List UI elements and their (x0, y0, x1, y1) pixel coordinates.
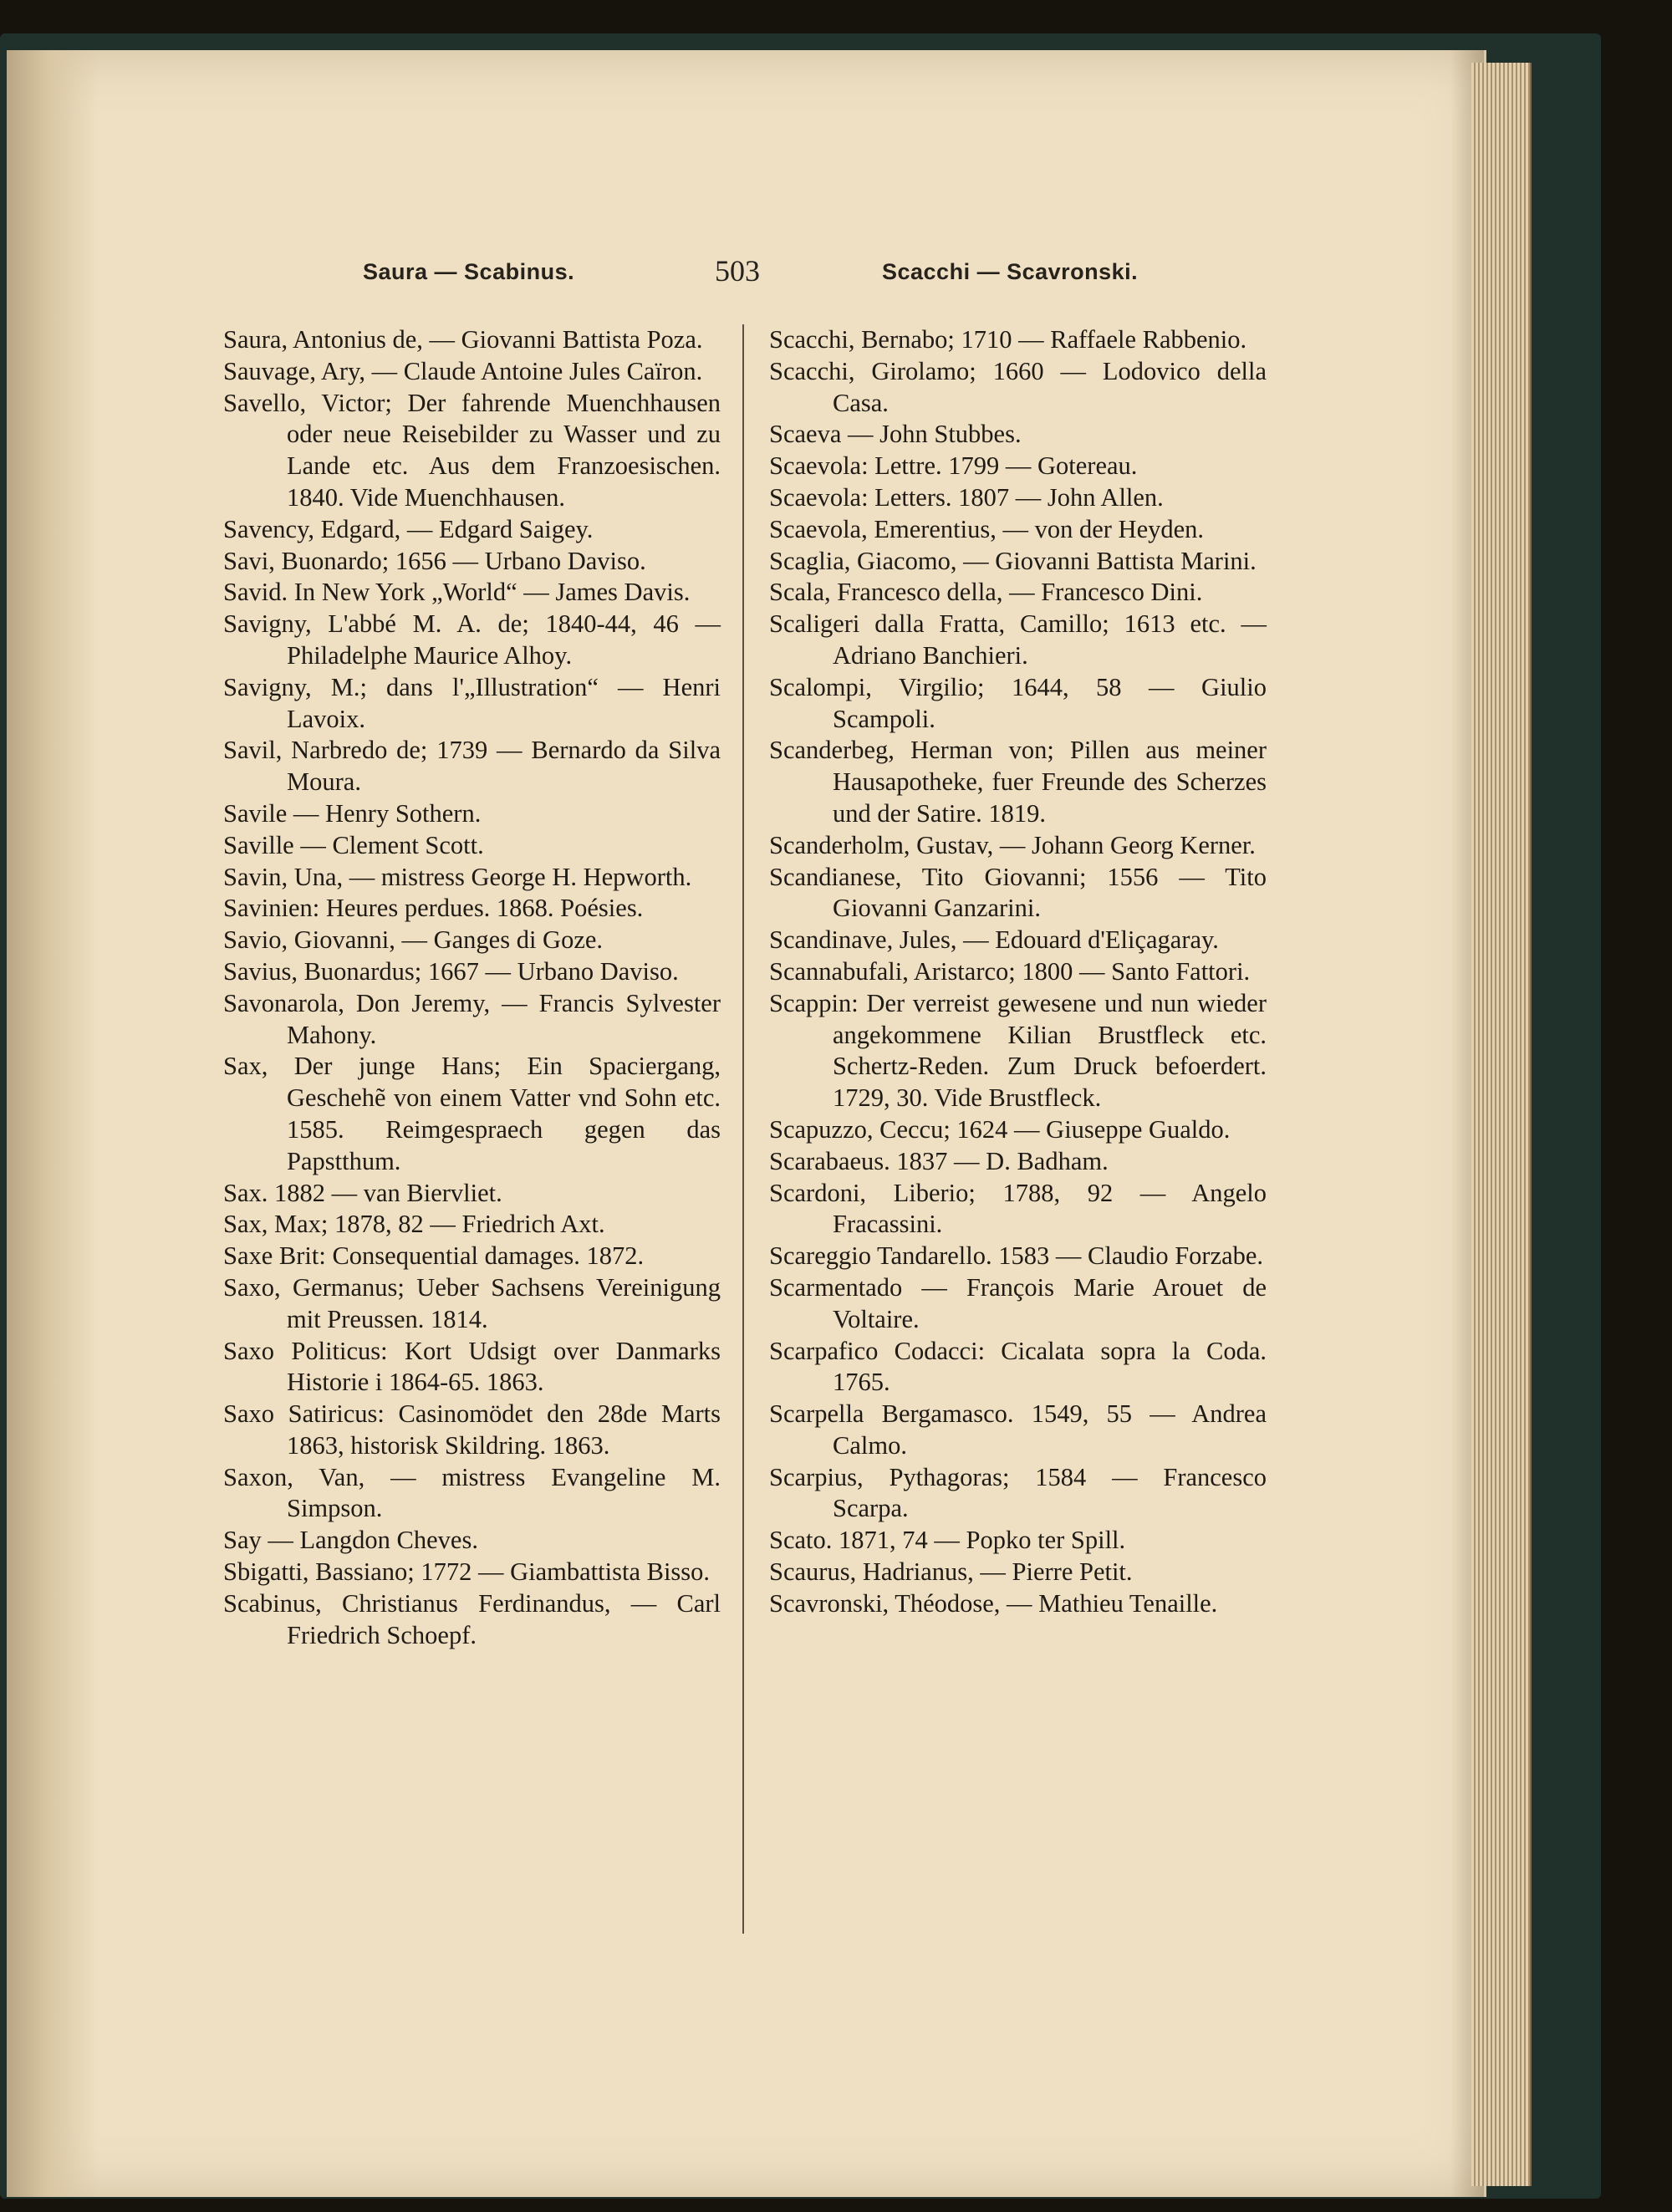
index-entry: Scaevola: Lettre. 1799 — Gotereau. (769, 451, 1138, 481)
index-entry: Savile — Henry Sothern. (223, 798, 482, 828)
page-number: 503 (715, 254, 760, 288)
right-running-head: Scacchi — Scavronski. (882, 259, 1139, 284)
index-entry: Sax. 1882 — van Biervliet. (223, 1178, 502, 1207)
index-entry: Saxo Politicus: Kort Udsigt over Danmarks Historie i 1864-65. 1863. (223, 1336, 721, 1397)
index-entry: Scacchi, Bernabo; 1710 — Raffaele Rabbenio. (769, 325, 1247, 354)
index-entry: Saxo, Germanus; Ueber Sachsens Vereinigung mit Preussen. 1814. (223, 1272, 721, 1333)
left-running-head: Saura — Scabinus. (363, 259, 575, 284)
index-entry: Saura, Antonius de, — Giovanni Battista Poza. (223, 325, 703, 354)
index-entry: Scarpafico Codacci: Cicalata sopra la Coda. 1765. (769, 1336, 1267, 1397)
index-entry: Savio, Giovanni, — Ganges di Goze. (223, 925, 604, 955)
index-entry: Saville — Clement Scott. (223, 830, 484, 859)
index-entry: Scaglia, Giacomo, — Giovanni Battista Marini. (769, 546, 1257, 575)
index-entry: Savius, Buonardus; 1667 — Urbano Daviso. (223, 956, 679, 986)
index-entry: Scala, Francesco della, — Francesco Dini. (769, 578, 1203, 607)
index-entry: Savinien: Heures perdues. 1868. Poésies. (223, 894, 644, 923)
index-entry: Sauvage, Ary, — Claude Antoine Jules Caïron. (223, 356, 703, 385)
index-entry: Savigny, M.; dans l'„Illustration“ — Henri Lavoix. (223, 672, 721, 733)
index-entry: Scaevola, Emerentius, — von der Heyden. (769, 514, 1205, 543)
index-entry: Savency, Edgard, — Edgard Saigey. (223, 514, 594, 543)
index-entry: Scarpella Bergamasco. 1549, 55 — Andrea Calmo. (769, 1399, 1267, 1460)
index-entry: Scapuzzo, Ceccu; 1624 — Giuseppe Gualdo. (769, 1114, 1231, 1144)
index-entry: Scacchi, Girolamo; 1660 — Lodovico della Casa. (769, 356, 1267, 417)
right-column (769, 324, 1267, 1620)
index-entry: Scaligeri dalla Fratta, Camillo; 1613 etc. — Adriano Banchieri. (769, 609, 1267, 670)
index-entry: Saxo Satiricus: Casinomödet den 28de Marts 1863, historisk Skildring. 1863. (223, 1399, 721, 1460)
index-entry: Scarmentado — François Marie Arouet de Voltaire. (769, 1272, 1267, 1333)
index-entry: Say — Langdon Cheves. (223, 1526, 478, 1555)
page-gutter-shadow (7, 50, 99, 2197)
index-entry: Sax, Der junge Hans; Ein Spaciergang, Geschehẽ von einem Vatter vnd Sohn etc. 1585. Reimgespraech gegen das Papstthum. (223, 1052, 721, 1175)
index-entry: Savigny, L'abbé M. A. de; 1840-44, 46 — Philadelphe Maurice Alhoy. (223, 609, 721, 670)
index-entry: Scandianese, Tito Giovanni; 1556 — Tito Giovanni Ganzarini. (769, 862, 1267, 923)
left-column (223, 324, 721, 1651)
index-entry: Scarpius, Pythagoras; 1584 — Francesco Scarpa. (769, 1462, 1267, 1523)
index-entry: Savi, Buonardo; 1656 — Urbano Daviso. (223, 546, 646, 575)
index-entry: Saxon, Van, — mistress Evangeline M. Simpson. (223, 1462, 721, 1523)
column-divider (742, 324, 744, 1934)
index-entry: Savid. In New York „World“ — James Davis. (223, 578, 691, 607)
index-entry: Savin, Una, — mistress George H. Hepworth. (223, 862, 692, 891)
index-entry: Scaevola: Letters. 1807 — John Allen. (769, 482, 1164, 512)
index-entry: Scanderbeg, Herman von; Pillen aus meiner Hausapotheke, fuer Freunde des Scherzes und der Satire. 1819. (769, 736, 1267, 828)
index-entry: Scandinave, Jules, — Edouard d'Eliçagaray. (769, 925, 1219, 955)
index-entry: Scareggio Tandarello. 1583 — Claudio Forzabe. (769, 1241, 1264, 1271)
index-entry: Sbigatti, Bassiano; 1772 — Giambattista Bisso. (223, 1557, 711, 1587)
index-entry: Scardoni, Liberio; 1788, 92 — Angelo Fracassini. (769, 1178, 1267, 1239)
index-entry: Scalompi, Virgilio; 1644, 58 — Giulio Scampoli. (769, 672, 1267, 733)
index-entry: Scanderholm, Gustav, — Johann Georg Kerner. (769, 830, 1256, 859)
index-entry: Savello, Victor; Der fahrende Muenchhausen oder neue Reisebilder zu Wasser und zu Lande etc. Aus dem Franzoesischen. 1840. Vide Muenchhausen. (223, 388, 721, 512)
index-entry: Scabinus, Christianus Ferdinandus, — Carl Friedrich Schoepf. (223, 1588, 721, 1649)
index-entry: Scavronski, Théodose, — Mathieu Tenaille. (769, 1588, 1218, 1618)
index-entry: Scaeva — John Stubbes. (769, 420, 1022, 449)
index-entry: Scappin: Der verreist gewesene und nun wieder angekommene Kilian Brustfleck etc. Schertz-Reden. Zum Druck befoerdert. 1729, 30. Vide Brustfleck. (769, 988, 1267, 1113)
index-entry: Scaurus, Hadrianus, — Pierre Petit. (769, 1557, 1133, 1587)
book-page-edges (1471, 63, 1532, 2186)
index-entry: Scannabufali, Aristarco; 1800 — Santo Fattori. (769, 956, 1251, 986)
index-entry: Saxe Brit: Consequential damages. 1872. (223, 1241, 645, 1271)
index-entry: Sax, Max; 1878, 82 — Friedrich Axt. (223, 1210, 605, 1239)
index-entry: Savonarola, Don Jeremy, — Francis Sylvester Mahony. (223, 988, 721, 1049)
index-entry: Savil, Narbredo de; 1739 — Bernardo da Silva Moura. (223, 736, 721, 797)
index-entry: Scarabaeus. 1837 — D. Badham. (769, 1146, 1109, 1175)
index-entry: Scato. 1871, 74 — Popko ter Spill. (769, 1526, 1126, 1555)
